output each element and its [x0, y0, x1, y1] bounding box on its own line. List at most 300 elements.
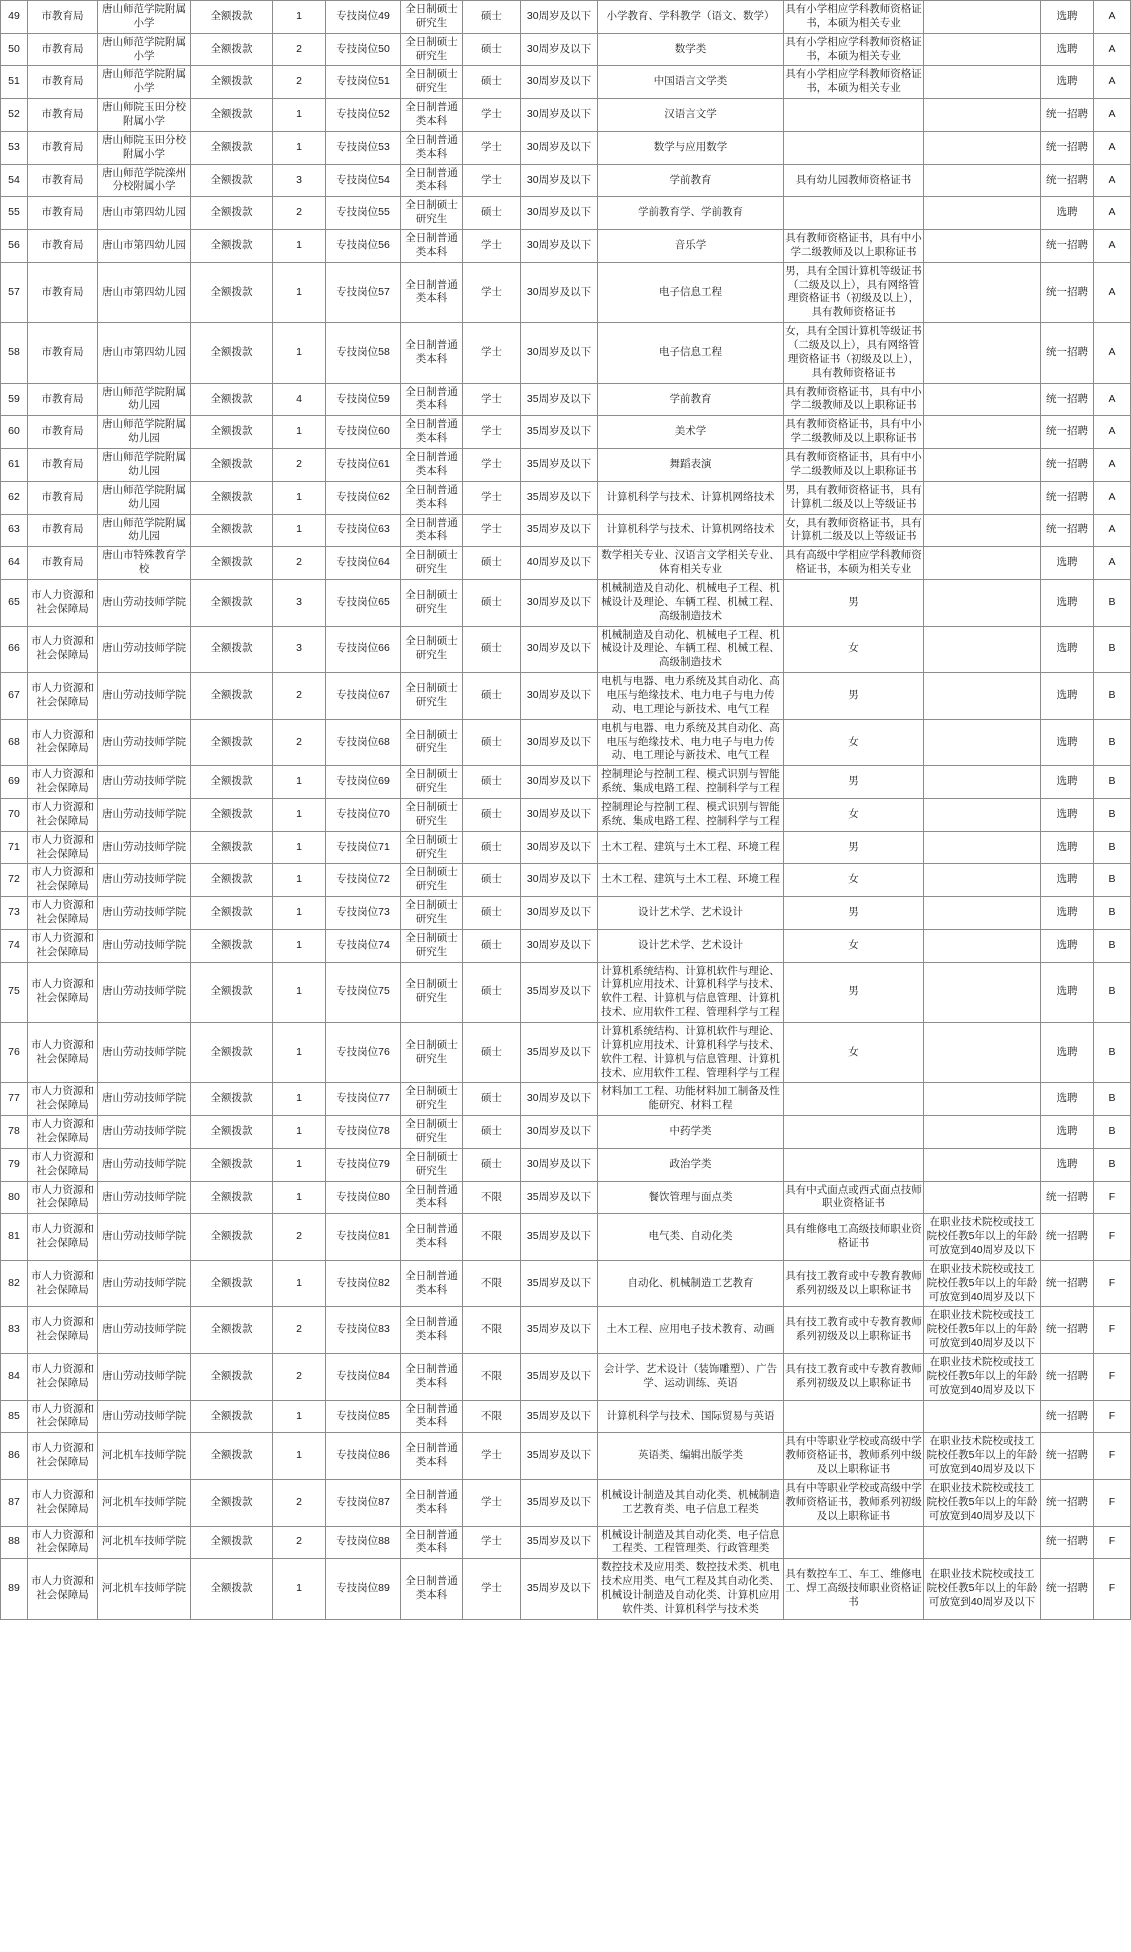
cell-age-requirement: 35周岁及以下 — [521, 1181, 598, 1214]
cell-post-name: 专技岗位54 — [326, 164, 401, 197]
cell-remark — [924, 514, 1041, 547]
cell-other-conditions: 男 — [784, 673, 924, 720]
cell-row-index: 60 — [1, 416, 28, 449]
cell-education-requirement: 全日制普通类本科 — [401, 1433, 463, 1480]
cell-recruitment-method: 选聘 — [1041, 1148, 1094, 1181]
cell-post-name: 专技岗位89 — [326, 1559, 401, 1619]
cell-supervising-department: 市人力资源和社会保障局 — [28, 798, 98, 831]
cell-education-requirement: 全日制硕士研究生 — [401, 1083, 463, 1116]
cell-degree-requirement: 硕士 — [463, 766, 521, 799]
table-row — [1, 1023, 1131, 1083]
cell-remark — [924, 1116, 1041, 1149]
cell-degree-requirement: 硕士 — [463, 66, 521, 99]
cell-other-conditions: 女，具有教师资格证书，具有计算机二级及以上等级证书 — [784, 514, 924, 547]
cell-other-conditions — [784, 1148, 924, 1181]
cell-post-name: 专技岗位65 — [326, 579, 401, 626]
cell-education-requirement: 全日制硕士研究生 — [401, 1, 463, 34]
cell-row-index: 57 — [1, 262, 28, 322]
cell-other-conditions: 女 — [784, 626, 924, 673]
cell-recruiting-unit: 唐山劳动技师学院 — [98, 719, 191, 766]
cell-post-name: 专技岗位68 — [326, 719, 401, 766]
cell-funding-type: 全额拨款 — [191, 416, 273, 449]
cell-recruitment-method: 统一招聘 — [1041, 323, 1094, 383]
table-row — [1, 481, 1131, 514]
cell-supervising-department: 市教育局 — [28, 66, 98, 99]
cell-category: B — [1094, 719, 1131, 766]
cell-remark — [924, 197, 1041, 230]
cell-category: B — [1094, 1023, 1131, 1083]
cell-major-requirement: 数学相关专业、汉语言文学相关专业、体育相关专业 — [598, 547, 784, 580]
cell-education-requirement: 全日制硕士研究生 — [401, 831, 463, 864]
cell-row-index: 85 — [1, 1400, 28, 1433]
cell-recruiting-unit: 唐山市第四幼儿园 — [98, 262, 191, 322]
cell-remark — [924, 579, 1041, 626]
cell-headcount: 1 — [273, 1148, 326, 1181]
cell-headcount: 1 — [273, 514, 326, 547]
cell-funding-type: 全额拨款 — [191, 383, 273, 416]
cell-recruitment-method: 统一招聘 — [1041, 262, 1094, 322]
cell-supervising-department: 市教育局 — [28, 33, 98, 66]
cell-recruitment-method: 统一招聘 — [1041, 1559, 1094, 1619]
cell-recruiting-unit: 河北机车技师学院 — [98, 1479, 191, 1526]
cell-row-index: 88 — [1, 1526, 28, 1559]
cell-education-requirement: 全日制硕士研究生 — [401, 962, 463, 1022]
cell-row-index: 72 — [1, 864, 28, 897]
cell-recruiting-unit: 唐山劳动技师学院 — [98, 897, 191, 930]
cell-other-conditions: 具有维修电工高级技师职业资格证书 — [784, 1214, 924, 1261]
cell-funding-type: 全额拨款 — [191, 1307, 273, 1354]
cell-supervising-department: 市教育局 — [28, 383, 98, 416]
cell-supervising-department: 市教育局 — [28, 131, 98, 164]
cell-post-name: 专技岗位60 — [326, 416, 401, 449]
cell-category: A — [1094, 383, 1131, 416]
cell-recruitment-method: 选聘 — [1041, 1023, 1094, 1083]
table-row — [1, 1433, 1131, 1480]
cell-category: B — [1094, 864, 1131, 897]
cell-major-requirement: 机械制造及自动化、机械电子工程、机械设计及理论、车辆工程、机械工程、高级制造技术 — [598, 626, 784, 673]
cell-major-requirement: 土木工程、建筑与土木工程、环境工程 — [598, 831, 784, 864]
cell-headcount: 1 — [273, 481, 326, 514]
cell-recruiting-unit: 唐山市第四幼儿园 — [98, 230, 191, 263]
cell-recruiting-unit: 河北机车技师学院 — [98, 1526, 191, 1559]
cell-recruitment-method: 统一招聘 — [1041, 1526, 1094, 1559]
cell-remark — [924, 1, 1041, 34]
cell-age-requirement: 35周岁及以下 — [521, 1354, 598, 1401]
cell-major-requirement: 计算机科学与技术、计算机网络技术 — [598, 481, 784, 514]
cell-education-requirement: 全日制硕士研究生 — [401, 579, 463, 626]
cell-other-conditions: 具有技工教育或中专教育教师系列初级及以上职称证书 — [784, 1354, 924, 1401]
cell-remark — [924, 164, 1041, 197]
cell-funding-type: 全额拨款 — [191, 131, 273, 164]
cell-supervising-department: 市人力资源和社会保障局 — [28, 1148, 98, 1181]
cell-major-requirement: 控制理论与控制工程、模式识别与智能系统、集成电路工程、控制科学与工程 — [598, 766, 784, 799]
cell-category: F — [1094, 1181, 1131, 1214]
cell-education-requirement: 全日制普通类本科 — [401, 323, 463, 383]
cell-other-conditions: 女 — [784, 929, 924, 962]
cell-remark — [924, 897, 1041, 930]
table-row — [1, 1559, 1131, 1619]
cell-headcount: 2 — [273, 1526, 326, 1559]
cell-education-requirement: 全日制普通类本科 — [401, 1559, 463, 1619]
cell-recruiting-unit: 唐山师范学院附属幼儿园 — [98, 481, 191, 514]
cell-major-requirement: 计算机科学与技术、计算机网络技术 — [598, 514, 784, 547]
cell-supervising-department: 市人力资源和社会保障局 — [28, 1083, 98, 1116]
cell-remark — [924, 449, 1041, 482]
cell-degree-requirement: 硕士 — [463, 719, 521, 766]
cell-remark — [924, 66, 1041, 99]
cell-recruiting-unit: 唐山师范学院附属小学 — [98, 66, 191, 99]
cell-row-index: 76 — [1, 1023, 28, 1083]
cell-category: B — [1094, 1148, 1131, 1181]
cell-row-index: 64 — [1, 547, 28, 580]
cell-remark — [924, 831, 1041, 864]
cell-headcount: 4 — [273, 383, 326, 416]
cell-major-requirement: 电机与电器、电力系统及其自动化、高电压与绝缘技术、电力电子与电力传动、电工理论与新技术、电气工程 — [598, 673, 784, 720]
cell-major-requirement: 中国语言文学类 — [598, 66, 784, 99]
cell-funding-type: 全额拨款 — [191, 1181, 273, 1214]
cell-supervising-department: 市教育局 — [28, 514, 98, 547]
cell-degree-requirement: 硕士 — [463, 33, 521, 66]
cell-major-requirement: 机械制造及自动化、机械电子工程、机械设计及理论、车辆工程、机械工程、高级制造技术 — [598, 579, 784, 626]
cell-funding-type: 全额拨款 — [191, 766, 273, 799]
cell-remark — [924, 99, 1041, 132]
cell-age-requirement: 30周岁及以下 — [521, 131, 598, 164]
cell-recruitment-method: 统一招聘 — [1041, 1181, 1094, 1214]
cell-age-requirement: 30周岁及以下 — [521, 673, 598, 720]
cell-degree-requirement: 不限 — [463, 1260, 521, 1307]
cell-post-name: 专技岗位64 — [326, 547, 401, 580]
cell-age-requirement: 30周岁及以下 — [521, 766, 598, 799]
cell-recruiting-unit: 唐山市第四幼儿园 — [98, 197, 191, 230]
cell-category: A — [1094, 262, 1131, 322]
cell-row-index: 81 — [1, 1214, 28, 1261]
cell-age-requirement: 30周岁及以下 — [521, 230, 598, 263]
cell-remark — [924, 929, 1041, 962]
cell-supervising-department: 市人力资源和社会保障局 — [28, 1260, 98, 1307]
cell-post-name: 专技岗位78 — [326, 1116, 401, 1149]
cell-post-name: 专技岗位61 — [326, 449, 401, 482]
cell-major-requirement: 计算机科学与技术、国际贸易与英语 — [598, 1400, 784, 1433]
cell-recruitment-method: 选聘 — [1041, 929, 1094, 962]
table-row — [1, 929, 1131, 962]
cell-category: A — [1094, 323, 1131, 383]
cell-recruitment-method: 统一招聘 — [1041, 1260, 1094, 1307]
cell-age-requirement: 30周岁及以下 — [521, 323, 598, 383]
cell-recruitment-method: 统一招聘 — [1041, 481, 1094, 514]
cell-funding-type: 全额拨款 — [191, 864, 273, 897]
cell-degree-requirement: 学士 — [463, 323, 521, 383]
table-row — [1, 1, 1131, 34]
cell-age-requirement: 35周岁及以下 — [521, 1400, 598, 1433]
cell-degree-requirement: 学士 — [463, 230, 521, 263]
cell-recruiting-unit: 唐山师范学院附属幼儿园 — [98, 383, 191, 416]
cell-headcount: 1 — [273, 831, 326, 864]
cell-age-requirement: 30周岁及以下 — [521, 164, 598, 197]
cell-age-requirement: 30周岁及以下 — [521, 1083, 598, 1116]
cell-category: B — [1094, 1083, 1131, 1116]
cell-remark — [924, 230, 1041, 263]
cell-recruiting-unit: 唐山劳动技师学院 — [98, 1116, 191, 1149]
cell-post-name: 专技岗位85 — [326, 1400, 401, 1433]
cell-major-requirement: 材料加工工程、功能材料加工制备及性能研究、材料工程 — [598, 1083, 784, 1116]
cell-age-requirement: 30周岁及以下 — [521, 626, 598, 673]
cell-other-conditions — [784, 1116, 924, 1149]
cell-recruitment-method: 统一招聘 — [1041, 1307, 1094, 1354]
cell-supervising-department: 市人力资源和社会保障局 — [28, 897, 98, 930]
cell-remark — [924, 766, 1041, 799]
cell-recruiting-unit: 唐山市特殊教育学校 — [98, 547, 191, 580]
cell-recruitment-method: 选聘 — [1041, 962, 1094, 1022]
cell-age-requirement: 35周岁及以下 — [521, 1526, 598, 1559]
cell-post-name: 专技岗位82 — [326, 1260, 401, 1307]
table-row — [1, 798, 1131, 831]
cell-education-requirement: 全日制硕士研究生 — [401, 673, 463, 720]
cell-recruitment-method: 统一招聘 — [1041, 1479, 1094, 1526]
cell-funding-type: 全额拨款 — [191, 1, 273, 34]
cell-age-requirement: 35周岁及以下 — [521, 1307, 598, 1354]
cell-funding-type: 全额拨款 — [191, 1354, 273, 1401]
cell-remark — [924, 547, 1041, 580]
cell-recruitment-method: 选聘 — [1041, 766, 1094, 799]
cell-headcount: 2 — [273, 547, 326, 580]
cell-headcount: 1 — [273, 1, 326, 34]
cell-supervising-department: 市教育局 — [28, 230, 98, 263]
cell-recruiting-unit: 唐山劳动技师学院 — [98, 766, 191, 799]
cell-category: A — [1094, 33, 1131, 66]
cell-category: F — [1094, 1214, 1131, 1261]
cell-row-index: 80 — [1, 1181, 28, 1214]
cell-other-conditions: 具有小学相应学科教师资格证书，本硕为相关专业 — [784, 33, 924, 66]
cell-other-conditions: 男 — [784, 962, 924, 1022]
cell-degree-requirement: 硕士 — [463, 1, 521, 34]
cell-funding-type: 全额拨款 — [191, 1214, 273, 1261]
cell-recruiting-unit: 唐山劳动技师学院 — [98, 1260, 191, 1307]
cell-funding-type: 全额拨款 — [191, 262, 273, 322]
cell-education-requirement: 全日制普通类本科 — [401, 1400, 463, 1433]
cell-post-name: 专技岗位79 — [326, 1148, 401, 1181]
cell-degree-requirement: 硕士 — [463, 897, 521, 930]
cell-funding-type: 全额拨款 — [191, 449, 273, 482]
cell-supervising-department: 市人力资源和社会保障局 — [28, 929, 98, 962]
cell-headcount: 1 — [273, 1083, 326, 1116]
cell-degree-requirement: 硕士 — [463, 831, 521, 864]
table-row — [1, 1479, 1131, 1526]
cell-degree-requirement: 硕士 — [463, 1023, 521, 1083]
cell-funding-type: 全额拨款 — [191, 481, 273, 514]
cell-degree-requirement: 硕士 — [463, 1083, 521, 1116]
cell-major-requirement: 土木工程、应用电子技术教育、动画 — [598, 1307, 784, 1354]
cell-recruiting-unit: 唐山师范学院附属幼儿园 — [98, 449, 191, 482]
table-row — [1, 99, 1131, 132]
cell-degree-requirement: 不限 — [463, 1181, 521, 1214]
cell-row-index: 61 — [1, 449, 28, 482]
cell-recruiting-unit: 唐山市第四幼儿园 — [98, 323, 191, 383]
cell-headcount: 1 — [273, 99, 326, 132]
cell-other-conditions: 男 — [784, 579, 924, 626]
cell-major-requirement: 电气类、自动化类 — [598, 1214, 784, 1261]
cell-recruiting-unit: 唐山劳动技师学院 — [98, 579, 191, 626]
cell-row-index: 84 — [1, 1354, 28, 1401]
cell-degree-requirement: 硕士 — [463, 626, 521, 673]
cell-age-requirement: 30周岁及以下 — [521, 864, 598, 897]
cell-education-requirement: 全日制硕士研究生 — [401, 547, 463, 580]
cell-major-requirement: 自动化、机械制造工艺教育 — [598, 1260, 784, 1307]
cell-degree-requirement: 硕士 — [463, 547, 521, 580]
cell-major-requirement: 机械设计制造及其自动化类、电子信息工程类、工程管理类、行政管理类 — [598, 1526, 784, 1559]
cell-category: B — [1094, 673, 1131, 720]
cell-recruiting-unit: 唐山劳动技师学院 — [98, 626, 191, 673]
cell-row-index: 63 — [1, 514, 28, 547]
table-row — [1, 1116, 1131, 1149]
cell-post-name: 专技岗位71 — [326, 831, 401, 864]
cell-category: A — [1094, 416, 1131, 449]
cell-funding-type: 全额拨款 — [191, 323, 273, 383]
cell-post-name: 专技岗位75 — [326, 962, 401, 1022]
cell-recruiting-unit: 唐山师院玉田分校附属小学 — [98, 131, 191, 164]
cell-post-name: 专技岗位76 — [326, 1023, 401, 1083]
cell-supervising-department: 市人力资源和社会保障局 — [28, 673, 98, 720]
cell-category: B — [1094, 831, 1131, 864]
cell-remark — [924, 383, 1041, 416]
cell-recruitment-method: 选聘 — [1041, 864, 1094, 897]
cell-recruitment-method: 统一招聘 — [1041, 99, 1094, 132]
cell-education-requirement: 全日制普通类本科 — [401, 481, 463, 514]
cell-supervising-department: 市教育局 — [28, 449, 98, 482]
cell-row-index: 83 — [1, 1307, 28, 1354]
cell-degree-requirement: 不限 — [463, 1307, 521, 1354]
cell-other-conditions: 男 — [784, 766, 924, 799]
cell-recruitment-method: 选聘 — [1041, 673, 1094, 720]
cell-post-name: 专技岗位62 — [326, 481, 401, 514]
table-row — [1, 1181, 1131, 1214]
cell-recruitment-method: 选聘 — [1041, 197, 1094, 230]
table-row — [1, 962, 1131, 1022]
cell-other-conditions: 具有数控车工、车工、维修电工、焊工高级技师职业资格证书 — [784, 1559, 924, 1619]
cell-education-requirement: 全日制硕士研究生 — [401, 766, 463, 799]
table-row — [1, 323, 1131, 383]
cell-education-requirement: 全日制硕士研究生 — [401, 719, 463, 766]
cell-post-name: 专技岗位86 — [326, 1433, 401, 1480]
table-row — [1, 164, 1131, 197]
cell-education-requirement: 全日制普通类本科 — [401, 1526, 463, 1559]
cell-degree-requirement: 不限 — [463, 1354, 521, 1401]
cell-supervising-department: 市人力资源和社会保障局 — [28, 1181, 98, 1214]
cell-remark — [924, 131, 1041, 164]
cell-row-index: 55 — [1, 197, 28, 230]
cell-remark: 在职业技术院校或技工院校任教5年以上的年龄可放宽到40周岁及以下 — [924, 1433, 1041, 1480]
cell-recruitment-method: 统一招聘 — [1041, 131, 1094, 164]
cell-degree-requirement: 硕士 — [463, 1116, 521, 1149]
cell-recruitment-method: 统一招聘 — [1041, 1354, 1094, 1401]
cell-other-conditions: 具有中等职业学校或高级中学教师资格证书，教师系列中级及以上职称证书 — [784, 1433, 924, 1480]
cell-headcount: 1 — [273, 1181, 326, 1214]
cell-major-requirement: 数学类 — [598, 33, 784, 66]
cell-funding-type: 全额拨款 — [191, 719, 273, 766]
cell-recruitment-method: 选聘 — [1041, 1116, 1094, 1149]
cell-age-requirement: 35周岁及以下 — [521, 1479, 598, 1526]
cell-education-requirement: 全日制普通类本科 — [401, 99, 463, 132]
cell-recruiting-unit: 唐山师范学院附属小学 — [98, 33, 191, 66]
table-row — [1, 131, 1131, 164]
cell-row-index: 89 — [1, 1559, 28, 1619]
cell-headcount: 3 — [273, 579, 326, 626]
cell-headcount: 1 — [273, 897, 326, 930]
cell-other-conditions: 男 — [784, 831, 924, 864]
cell-other-conditions: 具有技工教育或中专教育教师系列初级及以上职称证书 — [784, 1260, 924, 1307]
cell-row-index: 77 — [1, 1083, 28, 1116]
cell-remark — [924, 864, 1041, 897]
cell-age-requirement: 30周岁及以下 — [521, 929, 598, 962]
cell-major-requirement: 中药学类 — [598, 1116, 784, 1149]
cell-age-requirement: 35周岁及以下 — [521, 1023, 598, 1083]
cell-recruiting-unit: 唐山师范学院附属幼儿园 — [98, 416, 191, 449]
cell-headcount: 2 — [273, 1214, 326, 1261]
cell-education-requirement: 全日制普通类本科 — [401, 416, 463, 449]
cell-headcount: 3 — [273, 164, 326, 197]
cell-post-name: 专技岗位87 — [326, 1479, 401, 1526]
cell-headcount: 3 — [273, 626, 326, 673]
cell-recruitment-method: 选聘 — [1041, 1, 1094, 34]
cell-age-requirement: 30周岁及以下 — [521, 719, 598, 766]
cell-row-index: 54 — [1, 164, 28, 197]
cell-age-requirement: 40周岁及以下 — [521, 547, 598, 580]
cell-recruitment-method: 统一招聘 — [1041, 383, 1094, 416]
cell-other-conditions: 女 — [784, 1023, 924, 1083]
cell-age-requirement: 30周岁及以下 — [521, 33, 598, 66]
cell-recruitment-method: 选聘 — [1041, 547, 1094, 580]
table-row — [1, 416, 1131, 449]
cell-row-index: 56 — [1, 230, 28, 263]
table-row — [1, 449, 1131, 482]
cell-other-conditions: 具有教师资格证书，具有中小学二级教师及以上职称证书 — [784, 230, 924, 263]
cell-education-requirement: 全日制硕士研究生 — [401, 197, 463, 230]
cell-category: A — [1094, 197, 1131, 230]
cell-post-name: 专技岗位72 — [326, 864, 401, 897]
cell-category: B — [1094, 929, 1131, 962]
cell-post-name: 专技岗位77 — [326, 1083, 401, 1116]
cell-remark — [924, 1181, 1041, 1214]
cell-degree-requirement: 硕士 — [463, 798, 521, 831]
cell-headcount: 1 — [273, 962, 326, 1022]
cell-post-name: 专技岗位73 — [326, 897, 401, 930]
cell-funding-type: 全额拨款 — [191, 1116, 273, 1149]
cell-category: B — [1094, 626, 1131, 673]
cell-major-requirement: 英语类、编辑出版学类 — [598, 1433, 784, 1480]
cell-funding-type: 全额拨款 — [191, 230, 273, 263]
cell-recruitment-method: 统一招聘 — [1041, 164, 1094, 197]
table-row — [1, 33, 1131, 66]
cell-remark — [924, 481, 1041, 514]
table-row — [1, 514, 1131, 547]
cell-post-name: 专技岗位70 — [326, 798, 401, 831]
cell-category: F — [1094, 1559, 1131, 1619]
cell-row-index: 53 — [1, 131, 28, 164]
cell-row-index: 75 — [1, 962, 28, 1022]
cell-age-requirement: 30周岁及以下 — [521, 99, 598, 132]
cell-supervising-department: 市人力资源和社会保障局 — [28, 1023, 98, 1083]
cell-major-requirement: 数控技术及应用类、数控技术类、机电技术应用类、电气工程及其自动化类、机械设计制造及自动化类、计算机应用软件类、计算机科学与技术类 — [598, 1559, 784, 1619]
table-row — [1, 547, 1131, 580]
cell-remark: 在职业技术院校或技工院校任教5年以上的年龄可放宽到40周岁及以下 — [924, 1479, 1041, 1526]
cell-post-name: 专技岗位88 — [326, 1526, 401, 1559]
cell-degree-requirement: 学士 — [463, 1433, 521, 1480]
cell-supervising-department: 市教育局 — [28, 481, 98, 514]
cell-remark — [924, 719, 1041, 766]
cell-supervising-department: 市人力资源和社会保障局 — [28, 1354, 98, 1401]
cell-category: F — [1094, 1433, 1131, 1480]
cell-other-conditions: 具有幼儿园教师资格证书 — [784, 164, 924, 197]
cell-other-conditions: 具有技工教育或中专教育教师系列初级及以上职称证书 — [784, 1307, 924, 1354]
